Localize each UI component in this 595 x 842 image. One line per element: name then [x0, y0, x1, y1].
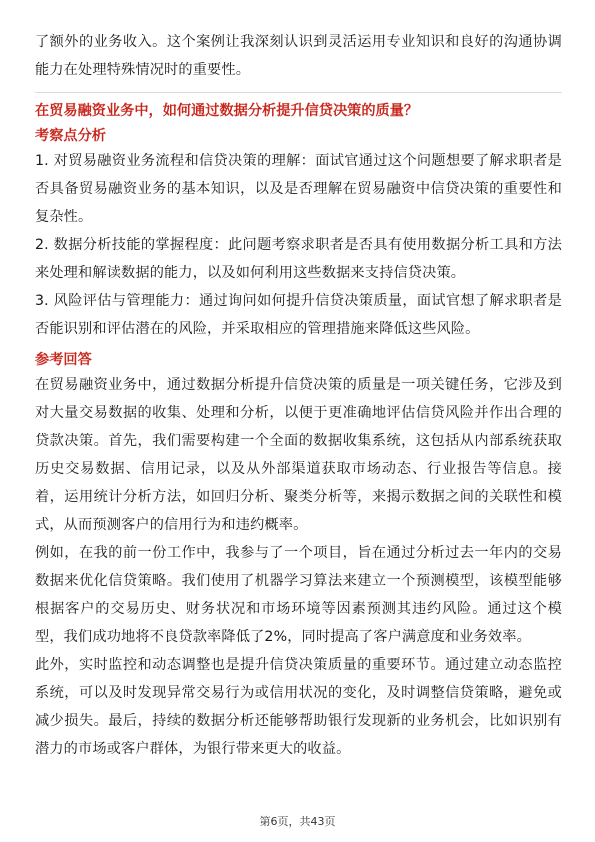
analysis-title: 考察点分析	[35, 128, 106, 144]
page-number: 第6页，共43页	[259, 815, 336, 828]
answer-paragraph: 例如，在我的前一份工作中，我参与了一个项目，旨在通过分析过去一年内的交易数据来优化信贷策略。我们使用了机器学习算法来建立一个预测模型，该模型能够根据客户的交易历史、财务状况和市场环境等因素预测其违约风险。通过这个模型，我们成功地将不良贷款率降低了2%，同时提高了客户满意度和业务效率。	[35, 545, 562, 645]
document-page	[35, 28, 562, 763]
analysis-point: 3. 风险评估与管理能力：通过询问如何提升信贷决策质量，面试官想了解求职者是否能识别和评估潜在的风险，并采取相应的管理措施来降低这些风险。	[35, 293, 562, 337]
section-divider	[35, 92, 562, 93]
analysis-point: 2. 数据分析技能的掌握程度：此问题考察求职者是否具有使用数据分析工具和方法来处理和解读数据的能力，以及如何利用这些数据来支持信贷决策。	[35, 237, 562, 281]
question-heading: 在贸易融资业务中，如何通过数据分析提升信贷决策的质量？	[35, 103, 419, 119]
answer-title: 参考回答	[35, 352, 92, 368]
answer-paragraph: 此外，实时监控和动态调整也是提升信贷决策质量的重要环节。通过建立动态监控系统，可以及时发现异常交易行为或信用状况的变化，及时调整信贷策略，避免或减少损失。最后，持续的数据分析还能够帮助银行发现新的业务机会，比如识别有潜力的市场或客户群体，为银行带来更大的收益。	[35, 657, 562, 757]
continuation-paragraph: 了额外的业务收入。这个案例让我深刻认识到灵活运用专业知识和良好的沟通协调能力在处理特殊情况时的重要性。	[35, 34, 562, 78]
analysis-point: 1. 对贸易融资业务流程和信贷决策的理解：面试官通过这个问题想要了解求职者是否具备贸易融资业务的基本知识，以及是否理解在贸易融资中信贷决策的重要性和复杂性。	[35, 153, 562, 225]
answer-paragraph: 在贸易融资业务中，通过数据分析提升信贷决策的质量是一项关键任务，它涉及到对大量交易数据的收集、处理和分析，以便于更准确地评估信贷风险并作出合理的贷款决策。首先，我们需要构建一个全面的数据收集系统，这包括从内部系统获取历史交易数据、信用记录，以及从外部渠道获取市场动态、行业报告等信息。接着，运用统计分析方法，如回归分析、聚类分析等，来揭示数据之间的关联性和模式，从而预测客户的信用行为和违约概率。	[35, 377, 562, 533]
